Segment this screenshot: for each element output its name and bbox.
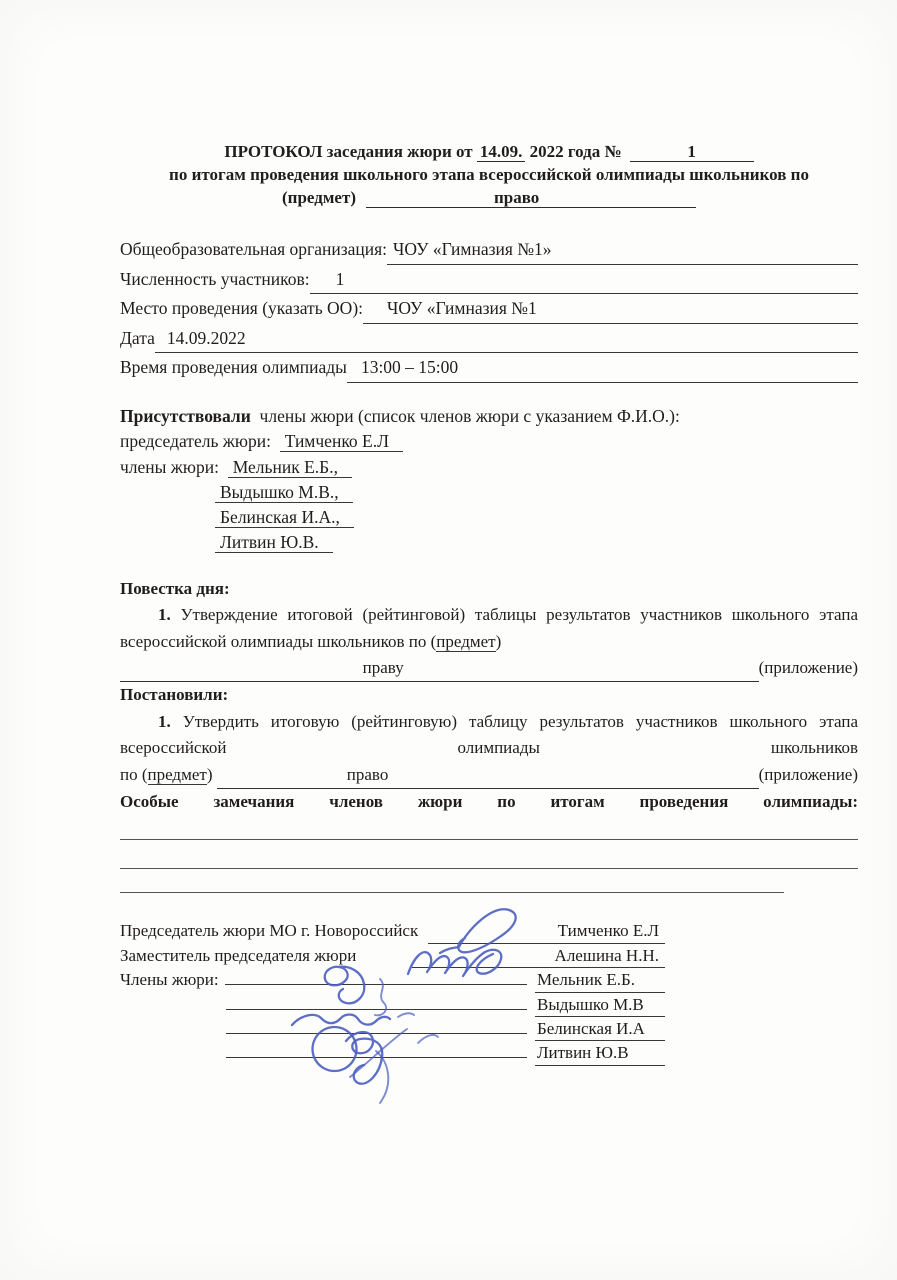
signature-label: Члены жюри:: [120, 970, 219, 990]
field-label: Дата: [120, 327, 155, 348]
item-number: 1.: [158, 711, 171, 731]
signature-line: [225, 984, 527, 985]
field-value: ЧОУ «Гимназия №1: [387, 298, 537, 319]
signature-line: [412, 944, 665, 968]
agenda-section: [120, 576, 858, 816]
resolution-subject-value: право: [346, 764, 389, 784]
resolution-subject-blank: [217, 762, 759, 789]
item-number: 1.: [158, 605, 171, 625]
subject-placeholder: предмет: [147, 764, 207, 784]
signature-line: [428, 919, 665, 943]
agenda-item-1: [120, 602, 858, 628]
members-row: [120, 455, 858, 480]
signature-row-deputy: [120, 944, 665, 968]
attachment-note: (приложение): [758, 764, 858, 784]
field-label: Общеобразовательная организация:: [120, 239, 388, 259]
member-name: Белинская И.А.,: [215, 507, 354, 528]
chair-row: [120, 429, 858, 454]
signatory-name: Алешина Н.Н.: [554, 945, 659, 965]
field-row-date: [120, 324, 858, 354]
field-label: Место проведения (указать ОО):: [120, 298, 364, 319]
resolution-pre: [120, 762, 217, 788]
field-row-participants: [120, 265, 858, 295]
signature-line: [226, 1009, 527, 1010]
resolution-fill-line: [120, 762, 858, 789]
header-title-mid: 2022 года №: [529, 142, 622, 161]
field-value: 14.09.2022: [166, 327, 246, 348]
agenda-item-text: Утверждение итоговой (рейтинговой) таблицы результатов участников школьного этапа: [180, 605, 859, 625]
field-blank: [347, 353, 858, 383]
member-name: Литвин Ю.В.: [215, 532, 333, 553]
agenda-text: всероссийской олимпиады школьников по (: [120, 631, 437, 651]
remarks-blank-lines: [120, 819, 858, 893]
member-row: [215, 530, 858, 555]
field-value: ЧОУ «Гимназия №1»: [393, 239, 552, 259]
agenda-title: Повестка дня:: [120, 578, 230, 598]
resolution-spread-line: всероссийской олимпиады школьников: [120, 738, 858, 758]
field-value: 13:00 – 15:00: [360, 357, 459, 378]
signature-block: [120, 919, 665, 1065]
signatory-name: Выдышко М.В: [535, 993, 665, 1017]
subject-label: (предмет): [282, 188, 356, 207]
signature-label: Заместитель председателя жюри: [120, 945, 357, 965]
field-row-venue: [120, 294, 858, 324]
field-blank: [363, 294, 858, 324]
member-name: Мельник Е.Б.,: [228, 457, 352, 478]
present-section: [120, 404, 858, 556]
protocol-number-blank: [630, 142, 754, 162]
document-content: [120, 140, 858, 1066]
field-blank: [155, 324, 858, 354]
field-row-organization: [120, 235, 858, 265]
field-blank: [387, 235, 858, 265]
signatory-name: Тимченко Е.Л: [557, 921, 659, 941]
field-row-time: [120, 353, 858, 383]
subject-placeholder: предмет: [436, 631, 496, 651]
attachment-note: (приложение): [758, 657, 858, 677]
present-heading-bold: Присутствовали: [120, 405, 251, 426]
special-remarks-heading: Особые замечания членов жюри по итогам проведения олимпиады:: [120, 792, 858, 811]
field-blank: [310, 265, 858, 295]
resolution-title: Постановили:: [120, 685, 229, 705]
signatory-name: Мельник Е.Б.: [535, 968, 665, 992]
subject-blank: [366, 188, 696, 208]
signature-label: Председатель жюри МО г. Новороссийск: [120, 921, 419, 941]
form-fields: [120, 235, 858, 383]
header-title-prefix: ПРОТОКОЛ заседания жюри от: [224, 142, 473, 161]
header-line-1: [120, 140, 858, 163]
chair-name: Тимченко Е.Л: [280, 431, 403, 452]
signatory-name: Литвин Ю.В: [535, 1041, 665, 1065]
blank-line: [120, 819, 858, 840]
blank-line: [120, 840, 858, 869]
resolution-item-1: [120, 709, 858, 735]
present-heading-rest: члены жюри (список членов жюри с указанием Ф.И.О.):: [259, 405, 680, 426]
member-row: [215, 505, 858, 530]
agenda-text: ): [495, 631, 502, 651]
signatory-name: Белинская И.А: [535, 1017, 665, 1041]
signature-line: [226, 1033, 527, 1034]
resolution-text: по (: [120, 764, 148, 784]
protocol-number: 1: [687, 142, 696, 161]
members-label: члены жюри:: [120, 456, 219, 477]
agenda-item-1-cont: [120, 629, 858, 655]
document-header: [120, 140, 858, 209]
agenda-subject-value: праву: [362, 657, 404, 677]
signature-line: [226, 1057, 527, 1058]
header-line-2: по итогам проведения школьного этапа всероссийской олимпиады школьников по: [169, 165, 809, 184]
signature-row-member: [120, 993, 665, 1017]
signature-row-member: [120, 968, 665, 992]
signature-row-member: [120, 1017, 665, 1041]
subject-value: право: [493, 188, 540, 207]
agenda-subject-blank: [120, 655, 759, 682]
header-date: 14.09.: [477, 142, 526, 162]
chair-label: председатель жюри:: [120, 431, 271, 452]
signature-row-chairman: [120, 919, 665, 943]
field-label: Численность участников:: [120, 268, 310, 289]
blank-line: [120, 869, 784, 893]
field-value: 1: [335, 268, 345, 289]
resolution-text: ): [206, 764, 213, 784]
header-line-3: [120, 186, 858, 209]
signature-row-member: [120, 1041, 665, 1065]
agenda-fill-line: [120, 655, 858, 682]
field-label: Время проведения олимпиады: [120, 357, 347, 378]
member-row: [215, 480, 858, 505]
member-name: Выдышко М.В.,: [215, 482, 353, 503]
present-heading: [120, 404, 858, 429]
resolution-item-text: Утвердить итоговую (рейтинговую) таблицу результатов участников школьного этапа: [182, 711, 859, 731]
